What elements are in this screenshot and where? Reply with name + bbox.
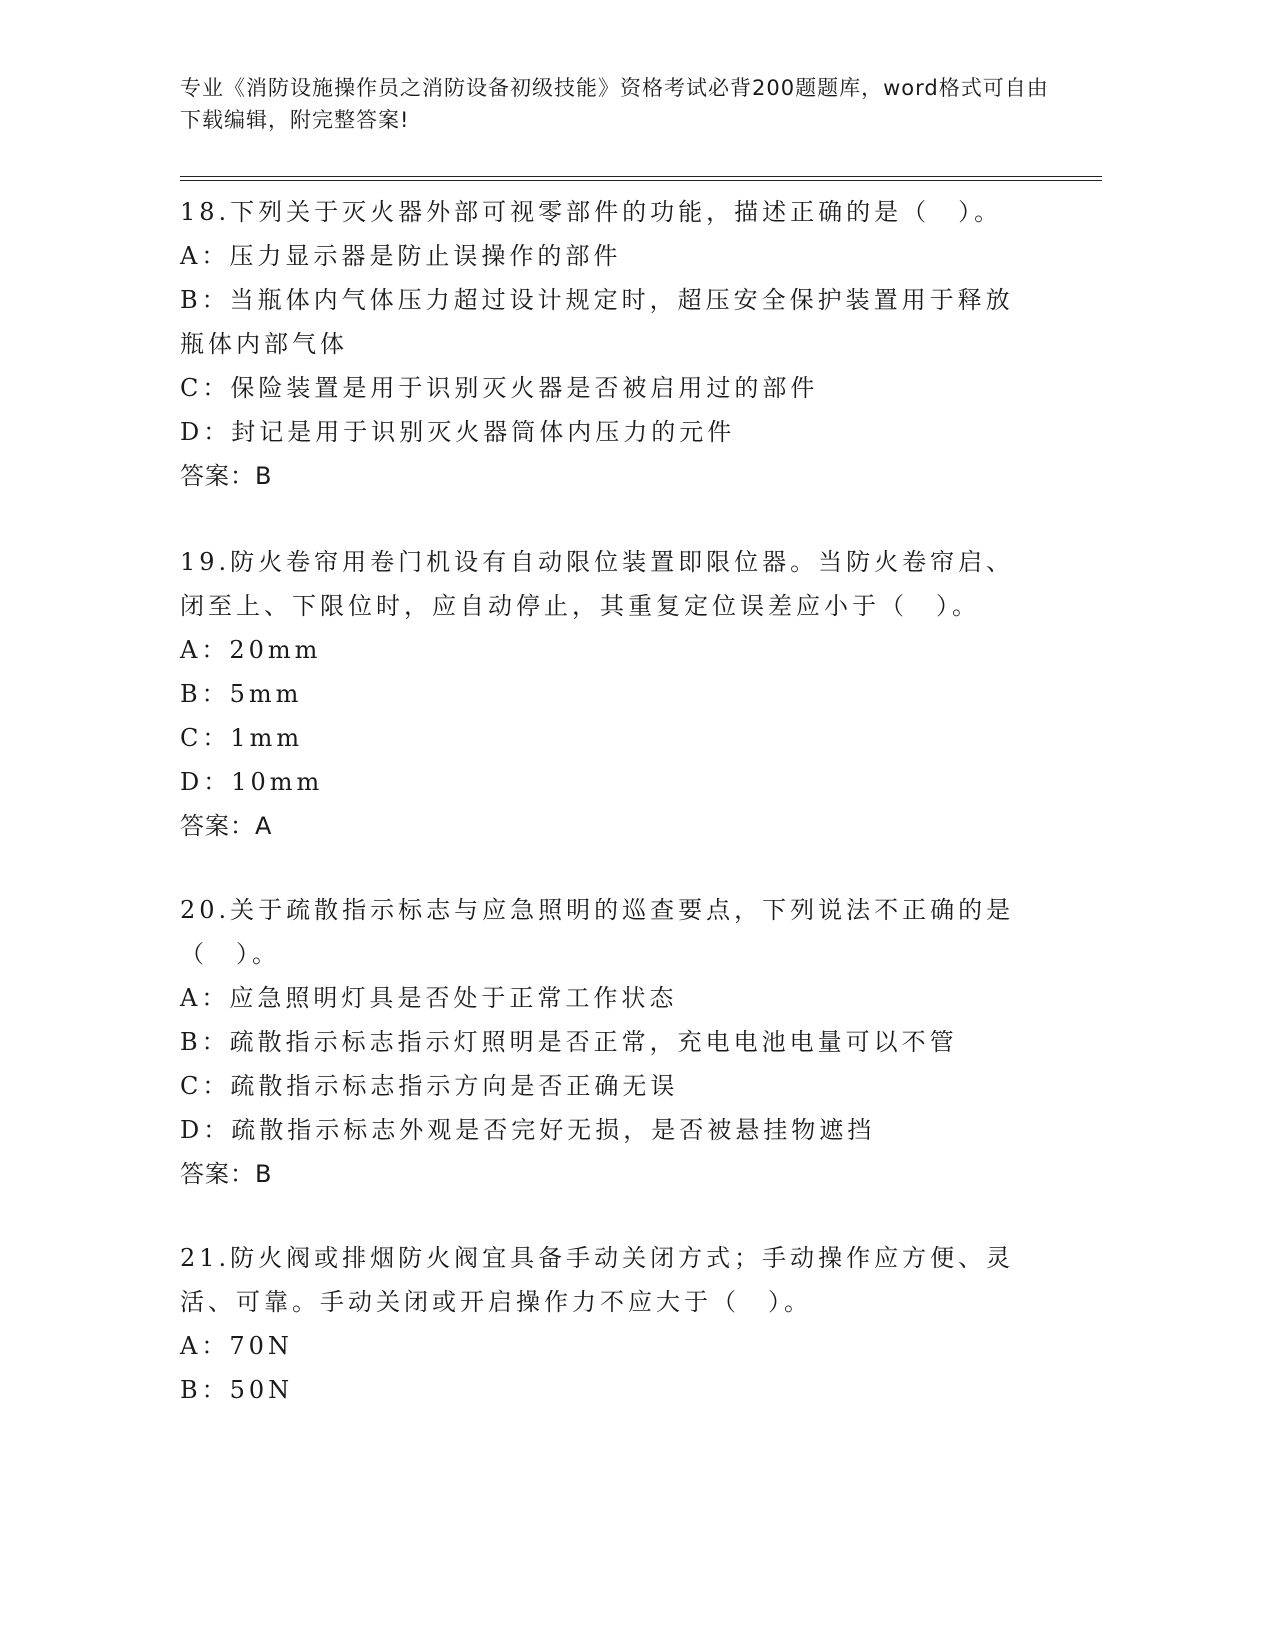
option-c: C：疏散指示标志指示方向是否正确无误 xyxy=(180,1072,679,1100)
option-d: D：疏散指示标志外观是否完好无损，是否被悬挂物遮挡 xyxy=(180,1116,876,1144)
option-b: B：当瓶体内气体压力超过设计规定时，超压安全保护装置用于释放瓶体内部气体 xyxy=(180,286,1014,358)
answer-line: 答案：B xyxy=(180,462,273,490)
answer-line: 答案：A xyxy=(180,812,273,840)
option-a: A：70N xyxy=(180,1332,293,1360)
question-stem: 20.关于疏散指示标志与应急照明的巡查要点，下列说法不正确的是（ ）。 xyxy=(180,896,1015,968)
question-21 xyxy=(180,1236,1080,1412)
question-stem: 18.下列关于灭火器外部可视零部件的功能，描述正确的是（ ）。 xyxy=(180,198,1003,226)
option-c: C：1mm xyxy=(180,724,304,752)
option-b: B：疏散指示标志指示灯照明是否正常，充电电池电量可以不管 xyxy=(180,1028,958,1056)
option-d: D：10mm xyxy=(180,768,324,796)
option-d: D：封记是用于识别灭火器筒体内压力的元件 xyxy=(180,418,736,446)
question-18 xyxy=(180,190,1080,498)
question-stem: 21.防火阀或排烟防火阀宜具备手动关闭方式；手动操作应方便、灵活、可靠。手动关闭或开启操作力不应大于（ ）。 xyxy=(180,1244,1015,1316)
option-c: C：保险装置是用于识别灭火器是否被启用过的部件 xyxy=(180,374,819,402)
header-divider-bottom xyxy=(180,180,1102,181)
option-a: A：压力显示器是防止误操作的部件 xyxy=(180,242,622,270)
option-a: A：20mm xyxy=(180,636,322,664)
question-stem: 19.防火卷帘用卷门机设有自动限位装置即限位器。当防火卷帘启、闭至上、下限位时，应自动停止，其重复定位误差应小于（ ）。 xyxy=(180,548,1015,620)
question-20 xyxy=(180,888,1080,1196)
answer-line: 答案：B xyxy=(180,1160,273,1188)
question-19 xyxy=(180,540,1080,848)
document-header: 专业《消防设施操作员之消防设备初级技能》资格考试必背200题题库，word格式可自由下载编辑，附完整答案! xyxy=(180,76,1049,132)
option-a: A：应急照明灯具是否处于正常工作状态 xyxy=(180,984,678,1012)
option-b: B：5mm xyxy=(180,680,303,708)
option-b: B：50N xyxy=(180,1376,294,1404)
header-divider-top xyxy=(180,176,1102,177)
